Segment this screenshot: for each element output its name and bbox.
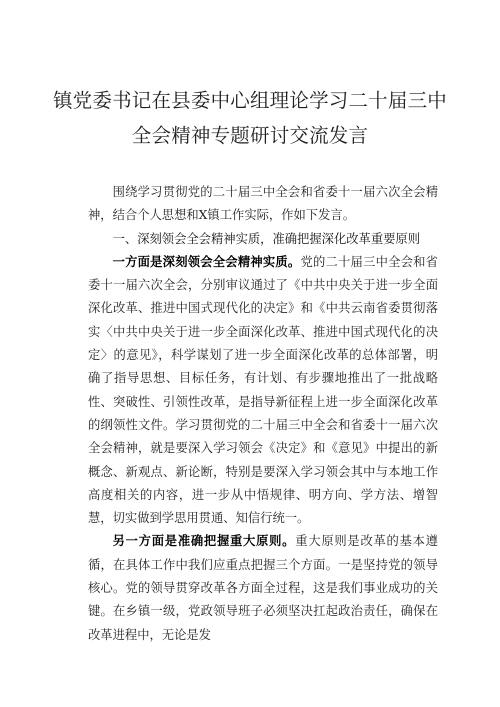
paragraph-lead-bold: 另一方面是准确把握重大原则。 bbox=[112, 534, 296, 549]
document-title-line-1: 镇党委书记在县委中心组理论学习二十届三中 bbox=[52, 89, 447, 112]
document-title-line-2: 全会精神专题研讨交流发言 bbox=[131, 124, 369, 147]
intro-paragraph: 围绕学习贯彻党的二十届三中全会和省委十一届六次全会精神，结合个人思想和X镇工作实际，作如下发言。 bbox=[88, 185, 438, 223]
section-heading-1: 一、深刻领会全会精神实质，准确把握深化改革重要原则 bbox=[112, 231, 421, 246]
section1-paragraph-1 bbox=[88, 251, 438, 531]
paragraph-lead-bold: 一方面是深刻领会全会精神实质。 bbox=[112, 254, 301, 269]
section1-paragraph-2 bbox=[88, 530, 438, 646]
paragraph-text: 党的二十届三中全会和省委十一届六次全会，分别审议通过了《中共中央关于进一步全面深化改革、推进中国式现代化的决定》和《中共云南省委贯彻落实〈中共中央关于进一步全面深化改革、推进中国式现代化的决定〉的意见》，科学谋划了进一步全面深化改革的总体部署，明确了指导思想、目标任务，有计划、有步骤地推出了一批战略性、突破性、引领性改革，是指导新征程上进一步全面深化改革的纲领性文件。学习贯彻党的二十届三中全会和省委十一届六次全会精神，就是要深入学习领会《决定》和《意见》中提出的新概念、新观点、新论断，特别是要深入学习领会其中与本地工作高度相关的内容，进一步从中悟规律、明方向、学方法、增智慧，切实做到学思用贯通、知信行统一。 bbox=[88, 254, 438, 526]
document-body bbox=[88, 181, 438, 647]
paragraph-text: 重大原则是改革的基本遵循，在具体工作中我们应重点把握三个方面。一是坚持党的领导核心。党的领导贯穿改革各方面全过程，这是我们事业成功的关键。在乡镇一级，党政领导班子必须坚决扛起政治责任，确保在改革进程中，无论是发 bbox=[88, 534, 438, 642]
